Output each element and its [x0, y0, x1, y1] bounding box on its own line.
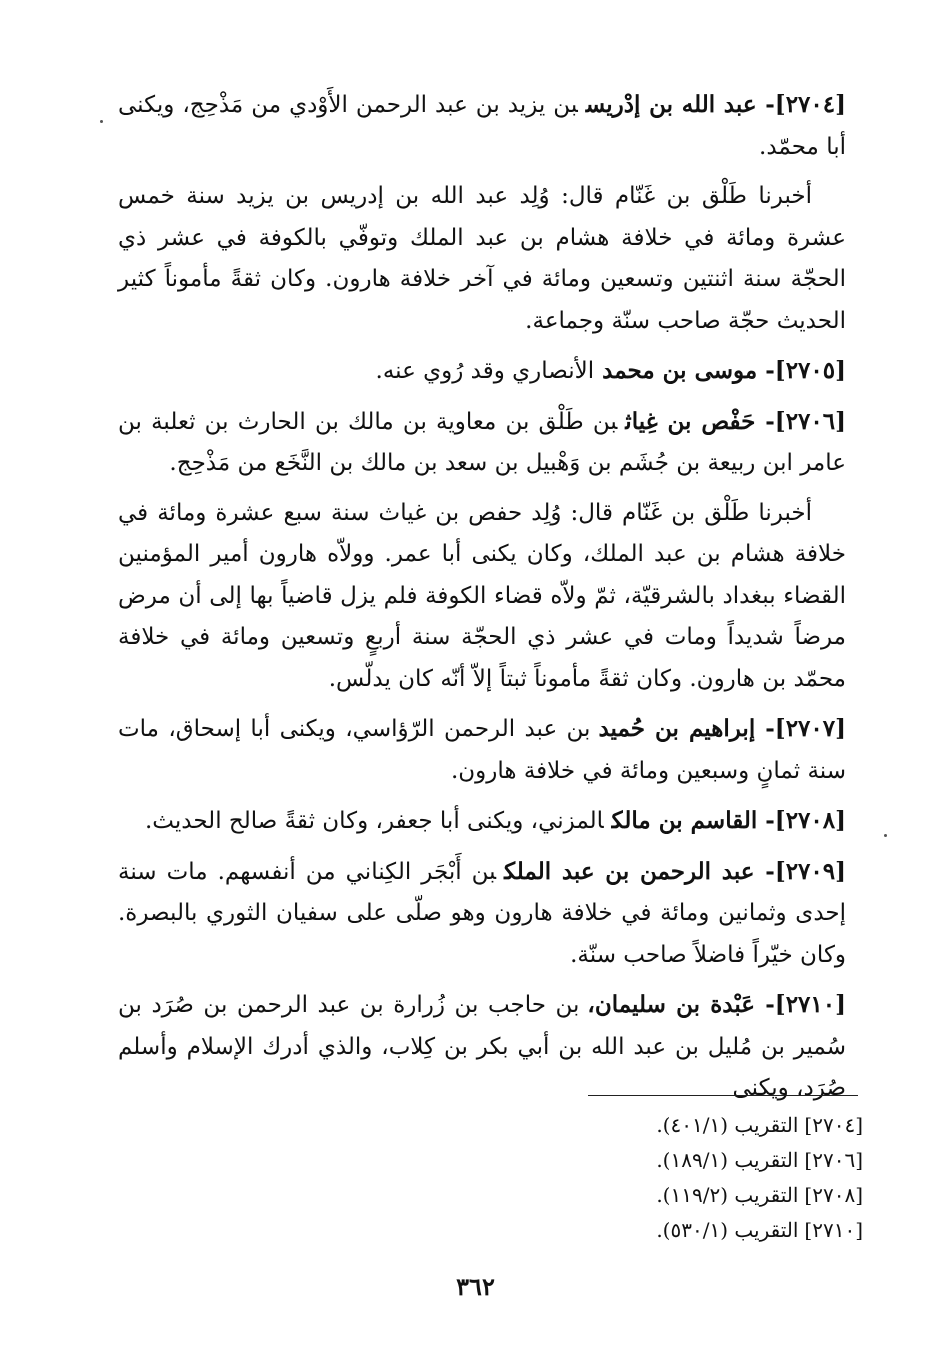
entry-paragraph [118, 708, 846, 792]
paragraph-text: المزني، ويكنى أبا جعفر، وكان ثقةً صالح الحديث. [144, 808, 604, 834]
footnote [563, 1213, 863, 1248]
entry-name: - عَبْدة بن سليمان، [587, 991, 775, 1018]
footnote-number: [٢٧٠٦] [804, 1148, 863, 1172]
paragraph-text: بن يزيد بن عبد الرحمن الأَوْدي من مَذْحِج، ويكنى أبا محمّد. [118, 92, 846, 160]
paragraph-text: بن حاجب بن زُرارة بن عبد الرحمن بن صُرَد بن سُمير بن مُليل بن عبد الله بن أبي بكر بن كِلاب، والذي أدرك الإسلام وأسلم صُرَد، ويكنى [118, 992, 846, 1101]
footnote-number: [٢٧١٠] [804, 1218, 863, 1242]
paragraph-text: بن عبد الرحمن الرّؤاسي، ويكنى أبا إسحاق، مات سنة ثمانٍ وسبعين ومائة في خلافة هارون. [118, 716, 846, 784]
entry-name: - القاسم بن مالك [611, 807, 775, 834]
entry-number: [٢٧٠٨] [774, 807, 846, 834]
paragraph-text: أخبرنا طَلْق بن غَنّام قال: وُلِد حفص بن غياث سنة سبع عشرة ومائة في خلافة هشام بن عبد الملك، وكان يكنى أبا عمر. وولاّه هارون أمير المؤمنين القضاء ببغداد بالشرقيّة، ثمّ ولاّه قضاء الكوفة فلم يزل قاضياً بها إلى أن مرض مرضاً شديداً ومات في عشر ذي الحجّة سنة أربعٍ وتسعين ومائة في خلافة محمّد بن هارون. وكان ثقةً مأموناً ثبتاً إلاّ أنّه كان يدلّس. [118, 499, 846, 692]
entry-name: - عبد الله بن إدْريس [585, 91, 775, 118]
footnote [563, 1143, 863, 1178]
paragraph-text: الأنصاري وقد رُوي عنه. [375, 358, 595, 384]
entry-number: [٢٧٠٦] [774, 407, 846, 435]
narration-paragraph [118, 176, 846, 342]
page-number: ٣٦٢ [456, 1272, 495, 1301]
entry-paragraph [118, 800, 846, 843]
entry-name: - حَفْص بن غِياث [625, 407, 775, 435]
entry-number: [٢٧١٠] [774, 991, 846, 1018]
entry-number: [٢٧٠٩] [774, 857, 847, 885]
footnotes [563, 1108, 863, 1248]
paragraph-text: أخبرنا طَلْق بن غَنّام قال: وُلِد عبد الله بن إدريس بن يزيد سنة خمس عشرة ومائة في خلافة هشام بن عبد الملك وتوفّي بالكوفة في عشر ذي الحجّة سنة اثنتين وتسعين ومائة في آخر خلافة هارون. وكان ثقةً مأموناً كثير الحديث حجّة صاحب سنّة وجماعة. [118, 183, 846, 334]
scan-speck [884, 834, 887, 837]
entry-name: - موسى بن محمد [602, 357, 775, 384]
entry-paragraph [118, 84, 846, 168]
entry-paragraph [118, 350, 846, 393]
footnote-text: التقريب (١١٩/٢). [656, 1183, 799, 1207]
main-text [118, 84, 846, 1118]
entry-number: [٢٧٠٤] [774, 91, 846, 118]
entry-paragraph [118, 851, 846, 977]
footnote-number: [٢٧٠٨] [804, 1183, 863, 1207]
entry-number: [٢٧٠٧] [774, 715, 846, 742]
footnote-number: [٢٧٠٤] [804, 1113, 863, 1137]
footnote-text: التقريب (٤٠١/١). [656, 1113, 799, 1137]
entry-number: [٢٧٠٥] [774, 357, 846, 384]
paragraph-text: بن أَبْجَر الكِناني من أنفسهم. مات سنة إحدى وثمانين ومائة في خلافة هارون وهو صلّى على سفيان الثوري بالبصرة. وكان خيّراً فاضلاً صاحب سنّة. [118, 858, 846, 968]
footnote-text: التقريب (١٨٩/١). [656, 1148, 799, 1172]
footnote [563, 1178, 863, 1213]
entry-name: - عبد الرحمن بن عبد الملك [504, 857, 775, 885]
narration-paragraph [118, 493, 846, 701]
entry-name: - إبراهيم بن حُميد [598, 715, 775, 742]
footnote [563, 1108, 863, 1143]
entry-paragraph [118, 401, 846, 485]
entry-paragraph [118, 984, 846, 1110]
footnote-text: التقريب (٥٣٠/١). [656, 1218, 799, 1242]
scan-speck [100, 120, 103, 123]
footnote-divider [588, 1095, 858, 1096]
paragraph-text: بن طَلْق بن معاوية بن مالك بن الحارث بن ثعلبة بن عامر ابن ربيعة بن جُشَم بن وَهْبيل بن سعد بن مالك بن النَّخَع من مَذْحِج. [118, 408, 846, 476]
